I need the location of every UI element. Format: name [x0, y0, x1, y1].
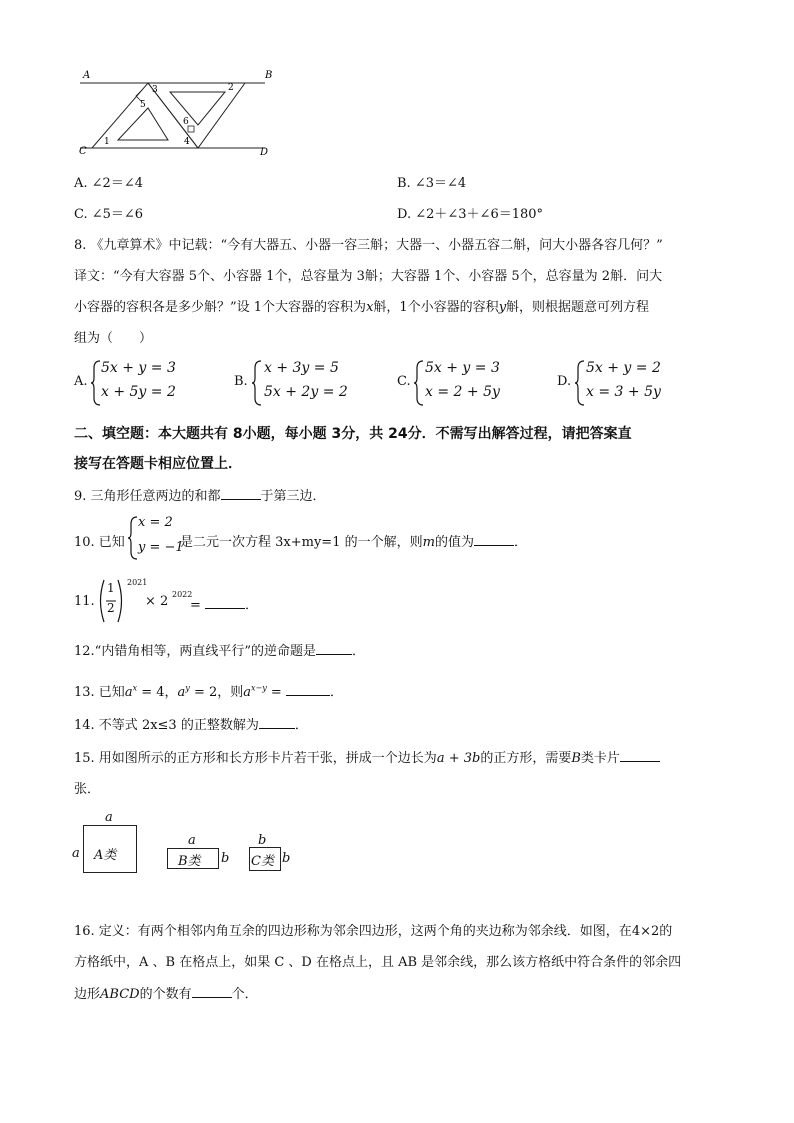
question-16-line-1: 16. 定义：有两个相邻内角互余的四边形称为邻余四边形，这两个角的夹边称为邻余线．如图，在4×2的	[74, 924, 673, 939]
question-13: 13. 已知$a^x = 4$，$a^y = 2$，则$a^{x-y}$ = ．	[74, 683, 343, 700]
q8-line-3: 小容器的容积各是多少斛？”设 1个大容器的容积为x斛，1个小容器的容积y斛，则根据题意可列方程	[74, 300, 650, 315]
angle-label-4: 4	[184, 137, 190, 147]
q8-line-1: 8. 《九章算术》中记载：“今有大器五、小器一容三斛；大器一、小器五容二斛，问大小器各容几何？”	[74, 238, 663, 253]
q8-line-2: 译文：“今有大容器 5个、小容器 1个，总容量为 3斛；大容器 1个、小容器 5个，总容量为 2斛．问大	[74, 269, 663, 284]
label-D: D	[260, 147, 269, 158]
angle-label-1: 1	[104, 137, 110, 147]
question-16-line-2: 方格纸中，A 、B 在格点上，如果 C 、D 在格点上，且 AB 是邻余线，那么该方格纸中符合条件的邻余四	[74, 955, 682, 970]
q7-option-c: C. ∠5＝∠6	[74, 207, 144, 222]
angle-label-5: 5	[140, 100, 146, 110]
parallel-lines-figure	[70, 62, 290, 160]
q7-option-b: B. ∠3＝∠4	[397, 176, 467, 191]
q7-option-d: D. ∠2＋∠3＋∠6＝180°	[397, 207, 544, 222]
question-15-line-2: 张．	[74, 782, 101, 797]
label-A: A	[83, 70, 91, 81]
section-2-header-line-1: 二、填空题：本大题共有 8小题，每小题 3分，共 24分．不需写出解答过程，请把答案直	[74, 426, 632, 442]
q8-line-4: 组为（ ）	[74, 331, 153, 346]
q7-option-a: A. ∠2＝∠4	[74, 176, 143, 191]
question-9: 9. 三角形任意两边的和都 于第三边．	[74, 489, 326, 504]
question-12: 12.“内错角相等，两直线平行”的逆命题是 ．	[74, 644, 365, 659]
angle-label-2: 2	[228, 83, 234, 93]
label-B: B	[265, 70, 273, 81]
question-16-line-3: 边形ABCD的个数有 个．	[74, 987, 258, 1002]
question-14: 14. 不等式 2x≤3 的正整数解为 ．	[74, 718, 308, 733]
question-15-line-1: 15. 用如图所示的正方形和长方形卡片若干张，拼成一个边长为a + 3b的正方形，需要B类卡片	[74, 747, 660, 766]
section-2-header-line-2: 接写在答题卡相应位置上．	[74, 456, 242, 472]
label-C: C	[79, 146, 87, 157]
angle-label-3: 3	[152, 85, 158, 95]
angle-label-6: 6	[183, 117, 189, 127]
